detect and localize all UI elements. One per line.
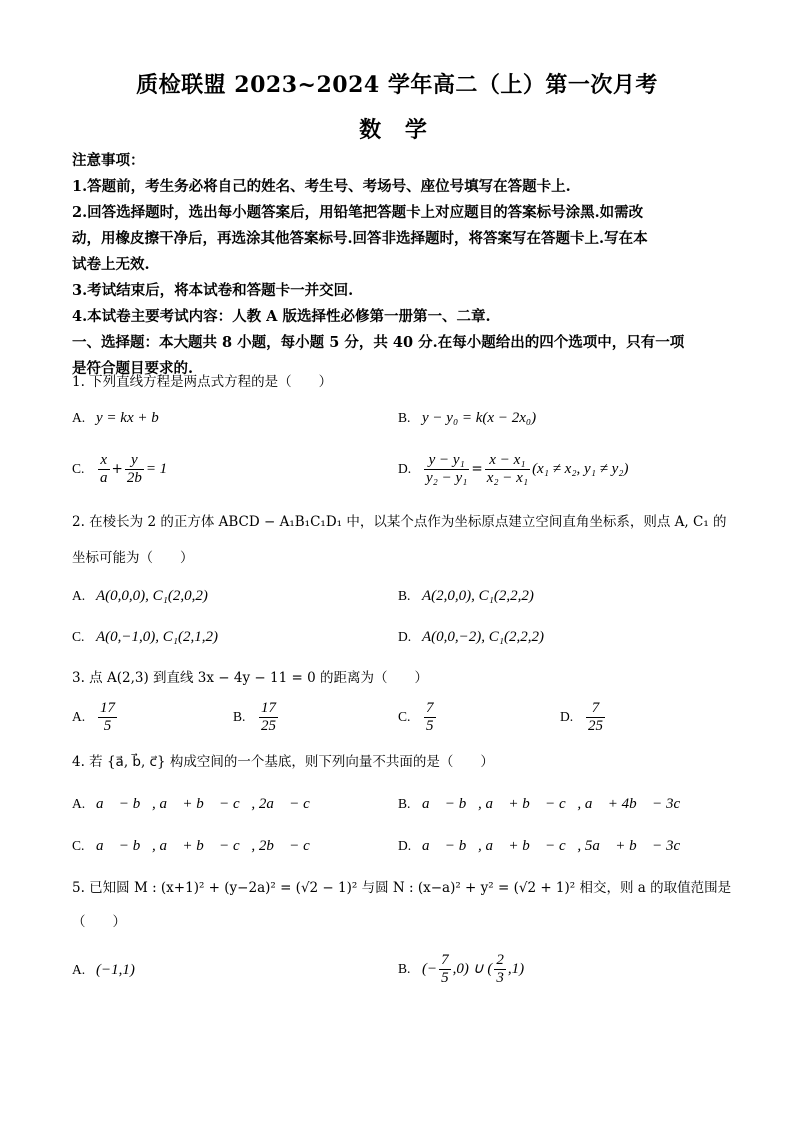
subject-heading: 数 学	[359, 117, 435, 143]
q3-option-a	[72, 700, 119, 735]
option-text: y − y₀ = k(x − 2x₀)	[422, 410, 537, 426]
option-text: (x₁ ≠ x₂, y₁ ≠ y₂)	[532, 461, 629, 477]
fraction: $\frac{7}{25}$	[588, 700, 603, 734]
option-label: C.	[72, 838, 85, 853]
section-heading: 一、选择题：本大题共 8 小题，每小题 5 分，共 40 分.在每小题给出的四个选项中，只有一项	[72, 334, 685, 351]
option-text: A(0,0,−2), C₁(2,2,2)	[422, 629, 544, 645]
q4-option-a	[72, 794, 321, 814]
q1-option-d: D. $\frac{\text{y − y₁}}{\text{y₂ − y₁}}$ = $\frac{\text{x − x₁}}{\text{x₂ − x₁}}$ (x₁ ≠ x₂, y₁ ≠ y₂)	[398, 452, 629, 486]
option-label: A.	[72, 410, 86, 425]
question-5-stem-cont: （ ）	[72, 914, 126, 930]
option-label: C.	[398, 709, 411, 724]
q2-option-a	[72, 586, 208, 606]
fraction: $\frac{17}{5}$	[100, 700, 115, 734]
q1-option-a	[72, 408, 159, 428]
q1-option-c: C. $\frac{x}{a}$ + $\frac{y}{2b}$ = 1	[72, 452, 168, 486]
fraction: $\frac{\text{y − y₁}}{\text{y₂ − y₁}}$	[426, 452, 468, 486]
option-label: A.	[72, 588, 86, 603]
notice-line: 试卷上无效.	[72, 256, 150, 273]
option-label: C.	[72, 629, 85, 644]
question-2-stem-cont: 坐标可能为（ ）	[72, 550, 194, 566]
q2-option-b	[398, 586, 534, 606]
option-text: a⃗ − b⃗, a⃗ + b⃗ − c⃗, 2b⃗ − c⃗	[96, 838, 322, 854]
option-label: D.	[398, 838, 412, 853]
option-label: B.	[398, 588, 411, 603]
q4-option-d	[398, 836, 692, 856]
question-4-stem: 4. 若 {a⃗, b⃗, c⃗} 构成空间的一个基底，则下列向量不共面的是（ ）	[72, 754, 494, 770]
option-text: y = kx + b	[96, 410, 159, 426]
option-label: A.	[72, 796, 86, 811]
fraction: $\frac{7}{5}$	[441, 952, 449, 986]
q3-option-d	[560, 700, 607, 735]
q5-option-a	[72, 960, 135, 980]
option-label: B.	[398, 410, 411, 425]
option-text: A(2,0,0), C₁(2,2,2)	[422, 588, 534, 604]
option-label: D.	[398, 629, 412, 644]
exam-title: 质检联盟 2023~2024 学年高二（上）第一次月考	[136, 72, 658, 98]
option-label: D.	[398, 461, 412, 476]
q5-option-b: B. (− $\frac{7}{5}$ ,0) ∪ ( $\frac{2}{3}$ ,1)	[398, 952, 525, 986]
fraction: $\frac{x}{a}$	[100, 452, 108, 486]
notice-heading: 注意事项：	[72, 152, 145, 169]
question-2-stem: 2. 在棱长为 2 的正方体 ABCD − A₁B₁C₁D₁ 中，以某个点作为坐标原点建立空间直角坐标系，则点 A, C₁ 的	[72, 514, 727, 530]
option-text: a⃗ − b⃗, a⃗ + b⃗ − c⃗, 5a⃗ + b⃗ − 3c⃗	[422, 838, 692, 854]
section-heading: 是符合题目要求的.	[72, 360, 194, 377]
q1-option-b	[398, 408, 536, 428]
question-5-stem: 5. 已知圆 M : (x+1)² + (y−2a)² = (√2 − 1)² 与圆 N : (x−a)² + y² = (√2 + 1)² 相交，则 a 的取值范围是	[72, 880, 732, 896]
option-label: A.	[72, 709, 86, 724]
q4-option-b	[398, 794, 692, 814]
fraction: $\frac{7}{5}$	[426, 700, 434, 734]
q2-option-d	[398, 627, 544, 647]
notice-line: 3.考试结束后，将本试卷和答题卡一并交回.	[72, 282, 354, 299]
q4-option-c	[72, 836, 321, 856]
option-label: B.	[398, 796, 411, 811]
q3-option-b	[233, 700, 280, 735]
notice-section	[72, 148, 732, 382]
option-label: C.	[72, 461, 85, 476]
option-text: A(0,0,0), C₁(2,0,2)	[96, 588, 208, 604]
option-text: (−1,1)	[96, 962, 135, 978]
fraction: $\frac{2}{3}$	[496, 952, 504, 986]
notice-line: 1.答题前，考生务必将自己的姓名、考生号、考场号、座位号填写在答题卡上.	[72, 178, 571, 195]
option-label: B.	[233, 709, 246, 724]
option-text: a⃗ − b⃗, a⃗ + b⃗ − c⃗, a⃗ + 4b⃗ − 3c⃗	[422, 796, 692, 812]
option-label: D.	[560, 709, 574, 724]
question-1-stem: 1. 下列直线方程是两点式方程的是（ ）	[72, 374, 333, 390]
notice-line: 2.回答选择题时，选出每小题答案后，用铅笔把答题卡上对应题目的答案标号涂黑.如需改	[72, 204, 644, 221]
option-label: A.	[72, 962, 86, 977]
question-3-stem: 3. 点 A(2,3) 到直线 3x − 4y − 11 = 0 的距离为（ ）	[72, 670, 428, 686]
fraction: $\frac{17}{25}$	[261, 700, 276, 734]
q2-option-c	[72, 627, 218, 647]
notice-line: 4.本试卷主要考试内容：人教 A 版选择性必修第一册第一、二章.	[72, 308, 491, 325]
q3-option-c	[398, 700, 438, 735]
option-text: A(0,−1,0), C₁(2,1,2)	[96, 629, 218, 645]
option-text: a⃗ − b⃗, a⃗ + b⃗ − c⃗, 2a⃗ − c⃗	[96, 796, 322, 812]
option-label: B.	[398, 961, 411, 976]
notice-line: 动，用橡皮擦干净后，再选涂其他答案标号.回答非选择题时，将答案写在答题卡上.写在本	[72, 230, 648, 247]
option-text: = 1	[145, 461, 168, 477]
fraction: $\frac{\text{x − x₁}}{\text{x₂ − x₁}}$	[486, 452, 529, 486]
fraction: $\frac{y}{2b}$	[126, 452, 142, 486]
